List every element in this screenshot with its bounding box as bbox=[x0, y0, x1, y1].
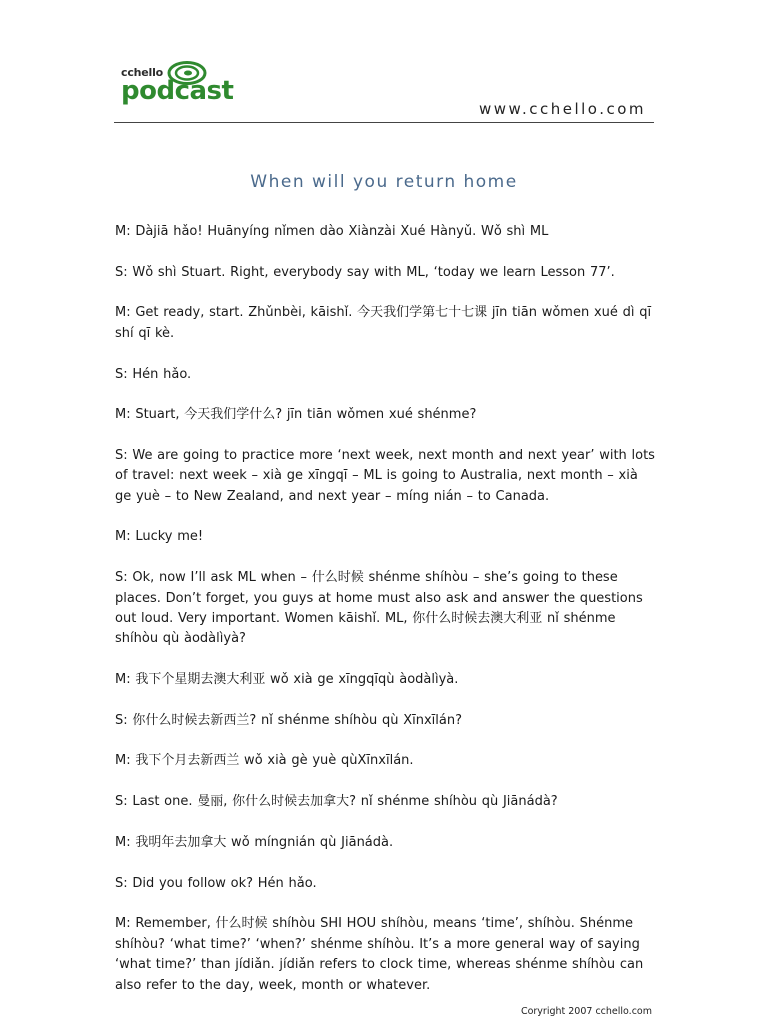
dialogue-line: S: We are going to practice more ‘next week, next month and next year’ with lots of travel: next week – xià ge xīngqī – ML is going to Australia, next month – xià ge yuè – to New Zealand, and next year – míng nián – to Canada. bbox=[115, 447, 655, 504]
dialogue-line: S: Wǒ shì Stuart. Right, everybody say with ML, ‘today we learn Lesson 77’. bbox=[115, 264, 615, 280]
logo-small-text: cchello bbox=[121, 66, 164, 79]
cchello-podcast-logo bbox=[121, 60, 241, 110]
lesson-title: When will you return home bbox=[250, 172, 518, 192]
dialogue-line: M: Stuart, 今天我们学什么? jīn tiān wǒmen xué shénme? bbox=[115, 407, 477, 423]
website-url: www.cchello.com bbox=[479, 100, 646, 118]
logo-podcast-text: podcast bbox=[121, 76, 234, 106]
header-divider bbox=[114, 122, 654, 123]
dialogue-line: M: 我明年去加拿大 wǒ míngnián qù Jiānádà. bbox=[115, 834, 394, 850]
dialogue-line: M: Lucky me! bbox=[115, 529, 204, 545]
dialogue-body bbox=[115, 222, 655, 1016]
dialogue-line: M: Get ready, start. Zhǔnbèi, kāishǐ. 今天我们学第七十七课 jīn tiān wǒmen xué dì qī shí qī kè. bbox=[115, 305, 652, 341]
dialogue-line: S: Hén hǎo. bbox=[115, 366, 192, 382]
dialogue-line: S: Last one. 曼丽, 你什么时候去加拿大? nǐ shénme shíhòu qù Jiānádà? bbox=[115, 794, 558, 810]
dialogue-line: S: 你什么时候去新西兰? nǐ shénme shíhòu qù Xīnxīlán? bbox=[115, 712, 463, 728]
dialogue-line: M: 我下个月去新西兰 wǒ xià gè yuè qùXīnxīlán. bbox=[115, 753, 414, 769]
dialogue-line: M: Dàjiā hǎo! Huānyíng nǐmen dào Xiànzài Xué Hànyǔ. Wǒ shì ML bbox=[115, 224, 549, 239]
dialogue-line: S: Ok, now I’ll ask ML when – 什么时候 shénme shíhòu – she’s going to these places. Don’t forget, you guys at home must also ask and answer the questions out loud. Very important. Women kāishǐ. ML, 你什么时候去澳大利亚 nǐ shénme shíhòu qù àodàlìyà? bbox=[115, 570, 643, 647]
dialogue-line: M: 我下个星期去澳大利亚 wǒ xià ge xīngqīqù àodàlìyà. bbox=[115, 672, 459, 688]
dialogue-line: M: Remember, 什么时候 shíhòu SHI HOU shíhòu, means ‘time’, shíhòu. Shénme shíhòu? ‘what time?’ ‘when?’ shénme shíhòu. It’s a more general way of saying ‘what time?’ than jídiǎn. jídiǎn refers to clock time, whereas shénme shíhòu can also refer to the day, week, month or whatever. bbox=[115, 916, 644, 993]
copyright-footer: Coryright 2007 cchello.com bbox=[520, 1006, 652, 1017]
dialogue-line: S: Did you follow ok? Hén hǎo. bbox=[115, 875, 317, 891]
